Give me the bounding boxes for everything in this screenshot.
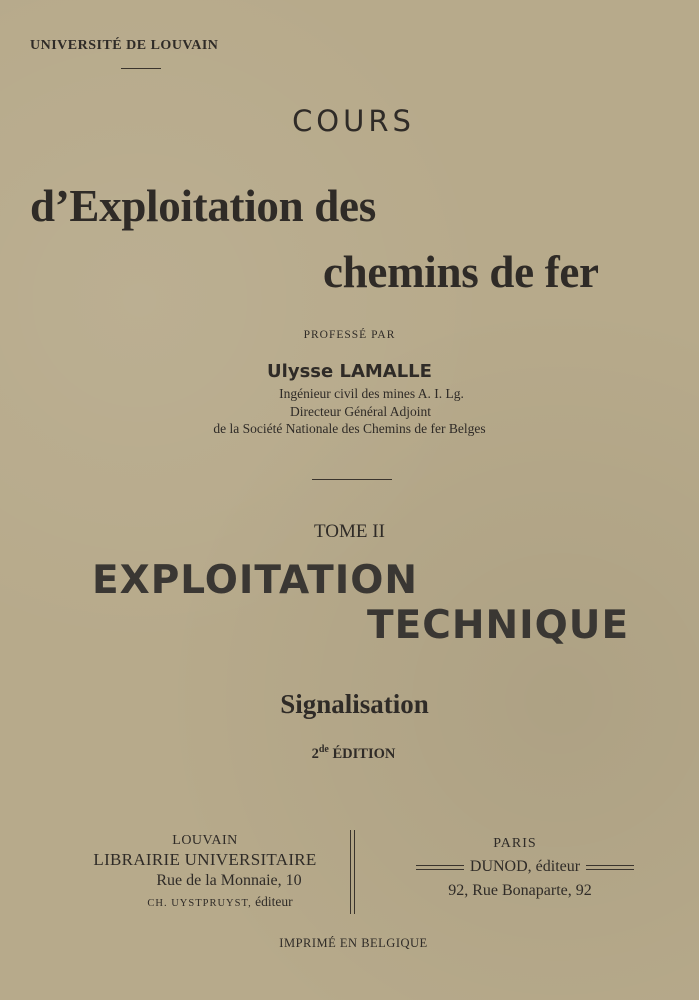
subtitle: Signalisation bbox=[280, 689, 429, 719]
section-divider bbox=[312, 479, 392, 480]
cours-heading: COURS bbox=[292, 104, 415, 138]
publisher-left-address: Rue de la Monnaie, 10 bbox=[156, 872, 302, 889]
title-line-1: d’Exploitation des bbox=[30, 181, 376, 231]
university-name: UNIVERSITÉ DE LOUVAIN bbox=[30, 38, 219, 53]
publisher-left-library: LIBRAIRIE UNIVERSITAIRE bbox=[93, 850, 317, 869]
publisher-right bbox=[380, 836, 670, 900]
subject-line-1: EXPLOITATION bbox=[92, 558, 419, 603]
edition-label bbox=[0, 744, 699, 763]
publisher-left bbox=[60, 833, 350, 910]
title-line-2: chemins de fer bbox=[323, 247, 599, 297]
printed-in-label: IMPRIMÉ EN BELGIQUE bbox=[279, 936, 428, 950]
tome-label: TOME II bbox=[314, 521, 385, 542]
double-rule-right bbox=[586, 865, 634, 870]
subject-line-2: TECHNIQUE bbox=[367, 603, 630, 648]
publisher-left-editor-name: CH. UYSTPRUYST, bbox=[147, 898, 252, 909]
publisher-divider bbox=[350, 830, 355, 914]
author-credential-1: Ingénieur civil des mines A. I. Lg. bbox=[279, 386, 464, 401]
double-rule-left bbox=[416, 865, 464, 870]
publisher-right-editor-row bbox=[380, 858, 670, 876]
edition-number: 2 bbox=[311, 745, 319, 762]
author-credential-3: de la Société Nationale des Chemins de fer Belges bbox=[213, 421, 486, 436]
author-name: Ulysse LAMALLE bbox=[267, 361, 432, 382]
edition-suffix: de bbox=[318, 744, 329, 755]
publisher-left-editor bbox=[60, 894, 350, 910]
publisher-right-city: PARIS bbox=[493, 836, 537, 851]
publisher-right-editor: DUNOD, éditeur bbox=[469, 858, 581, 875]
professe-par-label: PROFESSÉ PAR bbox=[303, 329, 396, 341]
author-credential-2: Directeur Général Adjoint bbox=[290, 404, 431, 419]
publisher-right-address: 92, Rue Bonaparte, 92 bbox=[448, 882, 592, 899]
edition-word: ÉDITION bbox=[332, 745, 396, 762]
publisher-left-city: LOUVAIN bbox=[172, 833, 238, 848]
publisher-left-editor-role: éditeur bbox=[255, 894, 293, 909]
header-divider bbox=[121, 68, 161, 69]
